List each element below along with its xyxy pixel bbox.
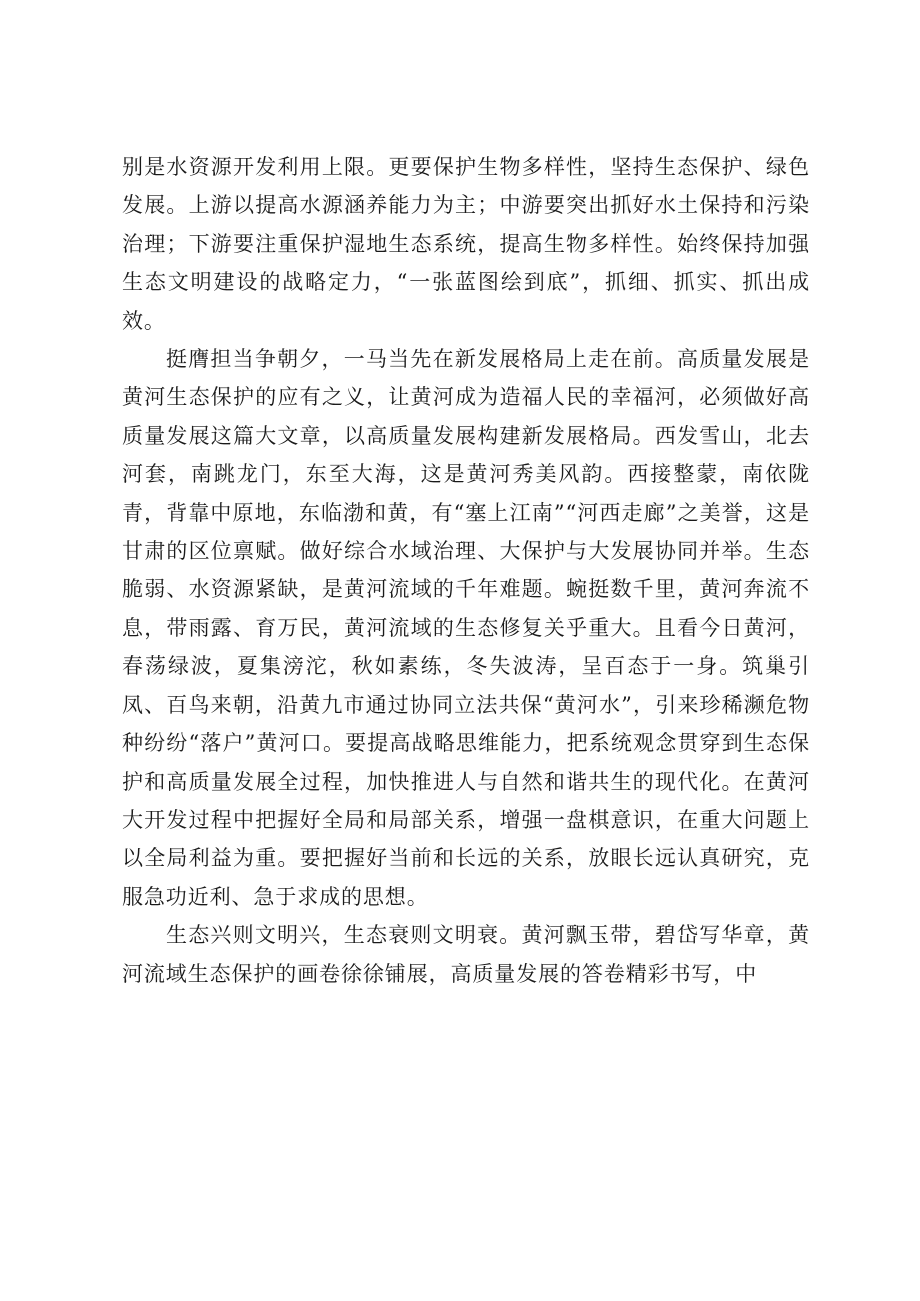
paragraph-1: 别是水资源开发利用上限。更要保护生物多样性，坚持生态保护、绿色发展。上游以提高水源涵养能力为主；中游要突出抓好水土保持和污染治理；下游要注重保护湿地生态系统，提高生物多样性。始终保持加强生态文明建设的战略定力，“一张蓝图绘到底”，抓细、抓实、抓出成效。 — [122, 155, 810, 333]
paragraph-3: 生态兴则文明兴，生态衰则文明衰。黄河飘玉带，碧岱写华章，黄河流域生态保护的画卷徐徐铺展，高质量发展的答卷精彩书写，中 — [122, 923, 810, 986]
document-page — [122, 148, 810, 993]
paragraph-2: 挺膺担当争朝夕，一马当先在新发展格局上走在前。高质量发展是黄河生态保护的应有之义，让黄河成为造福人民的幸福河，必须做好高质量发展这篇大文章，以高质量发展构建新发展格局。西发雪山，北去河套，南跳龙门，东至大海，这是黄河秀美风韵。西接整蒙，南依陇青，背靠中原地，东临渤和黄，有“塞上江南”“河西走廊”之美誉，这是甘肃的区位禀赋。做好综合水域治理、大保护与大发展协同并举。生态脆弱、水资源紧缺，是黄河流域的千年难题。蜿挺数千里，黄河奔流不息，带雨露、育万民，黄河流域的生态修复关乎重大。且看今日黄河，春荡绿波，夏集滂沱，秋如素练，冬失波涛，呈百态于一身。筑巢引凤、百鸟来朝，沿黄九市通过协同立法共保“黄河水”，引来珍稀濒危物种纷纷“落户”黄河口。要提高战略思维能力，把系统观念贯穿到生态保护和高质量发展全过程，加快推进人与自然和谐共生的现代化。在黄河大开发过程中把握好全局和局部关系，增强一盘棋意识，在重大问题上以全局利益为重。要把握好当前和长远的关系，放眼长远认真研究，克服急功近利、急于求成的思想。 — [122, 347, 810, 909]
